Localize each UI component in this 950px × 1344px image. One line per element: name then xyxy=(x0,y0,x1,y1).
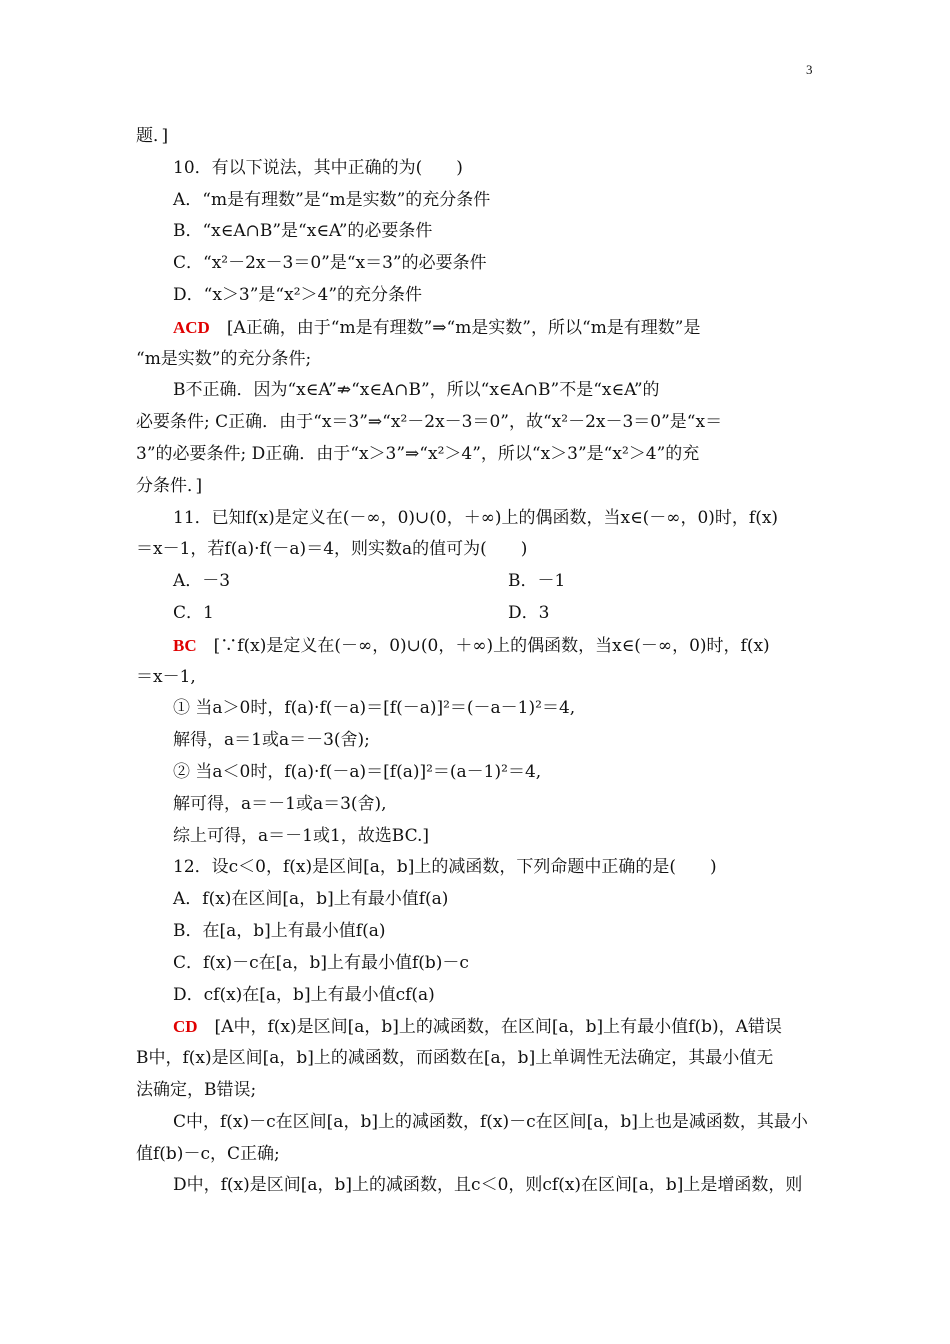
line-text: ＝x－1，若f(a)·f(－a)＝4，则实数a的值可为( ) xyxy=(136,539,528,560)
text-line xyxy=(136,375,816,407)
text-line xyxy=(136,248,816,280)
line-text: D．“x＞3”是“x²＞4”的充分条件 xyxy=(173,284,423,305)
text-line xyxy=(136,630,816,662)
text-line xyxy=(136,1170,816,1202)
option-choice: A．－3 xyxy=(173,571,231,592)
line-text: B．在[a，b]上有最小值f(a) xyxy=(173,920,386,941)
line-text: 必要条件; C正确．由于“x＝3”⇒“x²－2x－3＝0”，故“x²－2x－3＝0”是“x＝ xyxy=(136,412,723,433)
text-line xyxy=(136,344,816,376)
text-line xyxy=(136,566,816,598)
text-line xyxy=(136,948,816,980)
line-text: 值f(b)－c，C正确; xyxy=(136,1143,280,1164)
text-line xyxy=(136,1043,816,1075)
line-text: B不正确．因为“x∈A”⇏“x∈A∩B”，所以“x∈A∩B”不是“x∈A”的 xyxy=(173,380,660,401)
line-text: D．cf(x)在[a，b]上有最小值cf(a) xyxy=(173,984,435,1005)
text-line xyxy=(136,789,816,821)
line-text: B中，f(x)是区间[a，b]上的减函数，而函数在[a，b]上单调性无法确定，其最小值无 xyxy=(136,1048,774,1069)
line-text: D中，f(x)是区间[a，b]上的减函数，且c＜0，则cf(x)在区间[a，b]上是增函数，则 xyxy=(173,1175,803,1196)
option-choice: D．3 xyxy=(508,602,550,623)
line-text: 法确定，B错误; xyxy=(136,1079,257,1100)
line-text: 综上可得，a＝－1或1，故选BC.] xyxy=(173,825,430,846)
line-text: 3”的必要条件; D正确．由于“x＞3”⇒“x²＞4”，所以“x＞3”是“x²＞4”的充 xyxy=(136,443,700,464)
line-text: C．f(x)－c在[a，b]上有最小值f(b)－c xyxy=(173,952,469,973)
line-text: [A正确，由于“m是有理数”⇒“m是实数”，所以“m是有理数”是 xyxy=(209,317,701,338)
line-text: 11．已知f(x)是定义在(－∞，0)∪(0，＋∞)上的偶函数，当x∈(－∞，0)时，f(x) xyxy=(173,507,779,528)
line-text: “m是实数”的充分条件; xyxy=(136,348,312,369)
line-text: 10．有以下说法，其中正确的为( ) xyxy=(173,157,463,178)
line-text: 12．设c＜0，f(x)是区间[a，b]上的减函数，下列命题中正确的是( ) xyxy=(173,857,717,878)
line-text: A．“m是有理数”是“m是实数”的充分条件 xyxy=(173,189,491,210)
text-line xyxy=(136,693,816,725)
text-line xyxy=(136,312,816,344)
text-line xyxy=(136,662,816,694)
text-line xyxy=(136,185,816,217)
text-line xyxy=(136,1011,816,1043)
answer-key: CD xyxy=(173,1017,198,1037)
page-number: 3 xyxy=(806,62,813,77)
document-body xyxy=(136,121,816,1202)
text-line xyxy=(136,280,816,312)
text-line xyxy=(136,598,816,630)
line-text: [∵f(x)是定义在(－∞，0)∪(0，＋∞)上的偶函数，当x∈(－∞，0)时，f(x) xyxy=(196,635,770,656)
text-line xyxy=(136,407,816,439)
text-line xyxy=(136,884,816,916)
line-text: 题．] xyxy=(136,126,169,146)
line-text: C．“x²－2x－3＝0”是“x＝3”的必要条件 xyxy=(173,253,487,274)
text-line xyxy=(136,1139,816,1171)
answer-key: BC xyxy=(173,635,197,655)
text-line xyxy=(136,216,816,248)
text-line xyxy=(136,852,816,884)
line-text: 解得，a＝1或a＝－3(舍); xyxy=(173,730,370,751)
text-line xyxy=(136,916,816,948)
text-line xyxy=(136,439,816,471)
answer-key: ACD xyxy=(173,317,210,337)
text-line xyxy=(136,725,816,757)
line-text: C中，f(x)－c在区间[a，b]上的减函数，f(x)－c在区间[a，b]上也是减函数，其最小 xyxy=(173,1111,808,1132)
text-line xyxy=(136,1107,816,1139)
line-text: [A中，f(x)是区间[a，b]上的减函数，在区间[a，b]上有最小值f(b)，A错误 xyxy=(197,1017,782,1038)
text-line xyxy=(136,1075,816,1107)
text-line xyxy=(136,503,816,535)
text-line xyxy=(136,757,816,789)
text-line xyxy=(136,121,816,153)
option-choice: C．1 xyxy=(173,602,214,623)
line-text: A．f(x)在区间[a，b]上有最小值f(a) xyxy=(173,889,449,910)
text-line xyxy=(136,980,816,1012)
line-text: B．“x∈A∩B”是“x∈A”的必要条件 xyxy=(173,221,433,242)
text-line xyxy=(136,821,816,853)
text-line xyxy=(136,534,816,566)
text-line xyxy=(136,153,816,185)
text-line xyxy=(136,471,816,503)
line-text: 分条件．] xyxy=(136,475,203,496)
option-choice: B．－1 xyxy=(508,571,566,592)
line-text: ＝x－1, xyxy=(136,666,196,687)
line-text: ② 当a＜0时，f(a)·f(－a)＝[f(a)]²＝(a－1)²＝4, xyxy=(173,761,542,782)
line-text: ① 当a＞0时，f(a)·f(－a)＝[f(－a)]²＝(－a－1)²＝4, xyxy=(173,698,576,719)
line-text: 解可得，a＝－1或a＝3(舍), xyxy=(173,793,387,814)
